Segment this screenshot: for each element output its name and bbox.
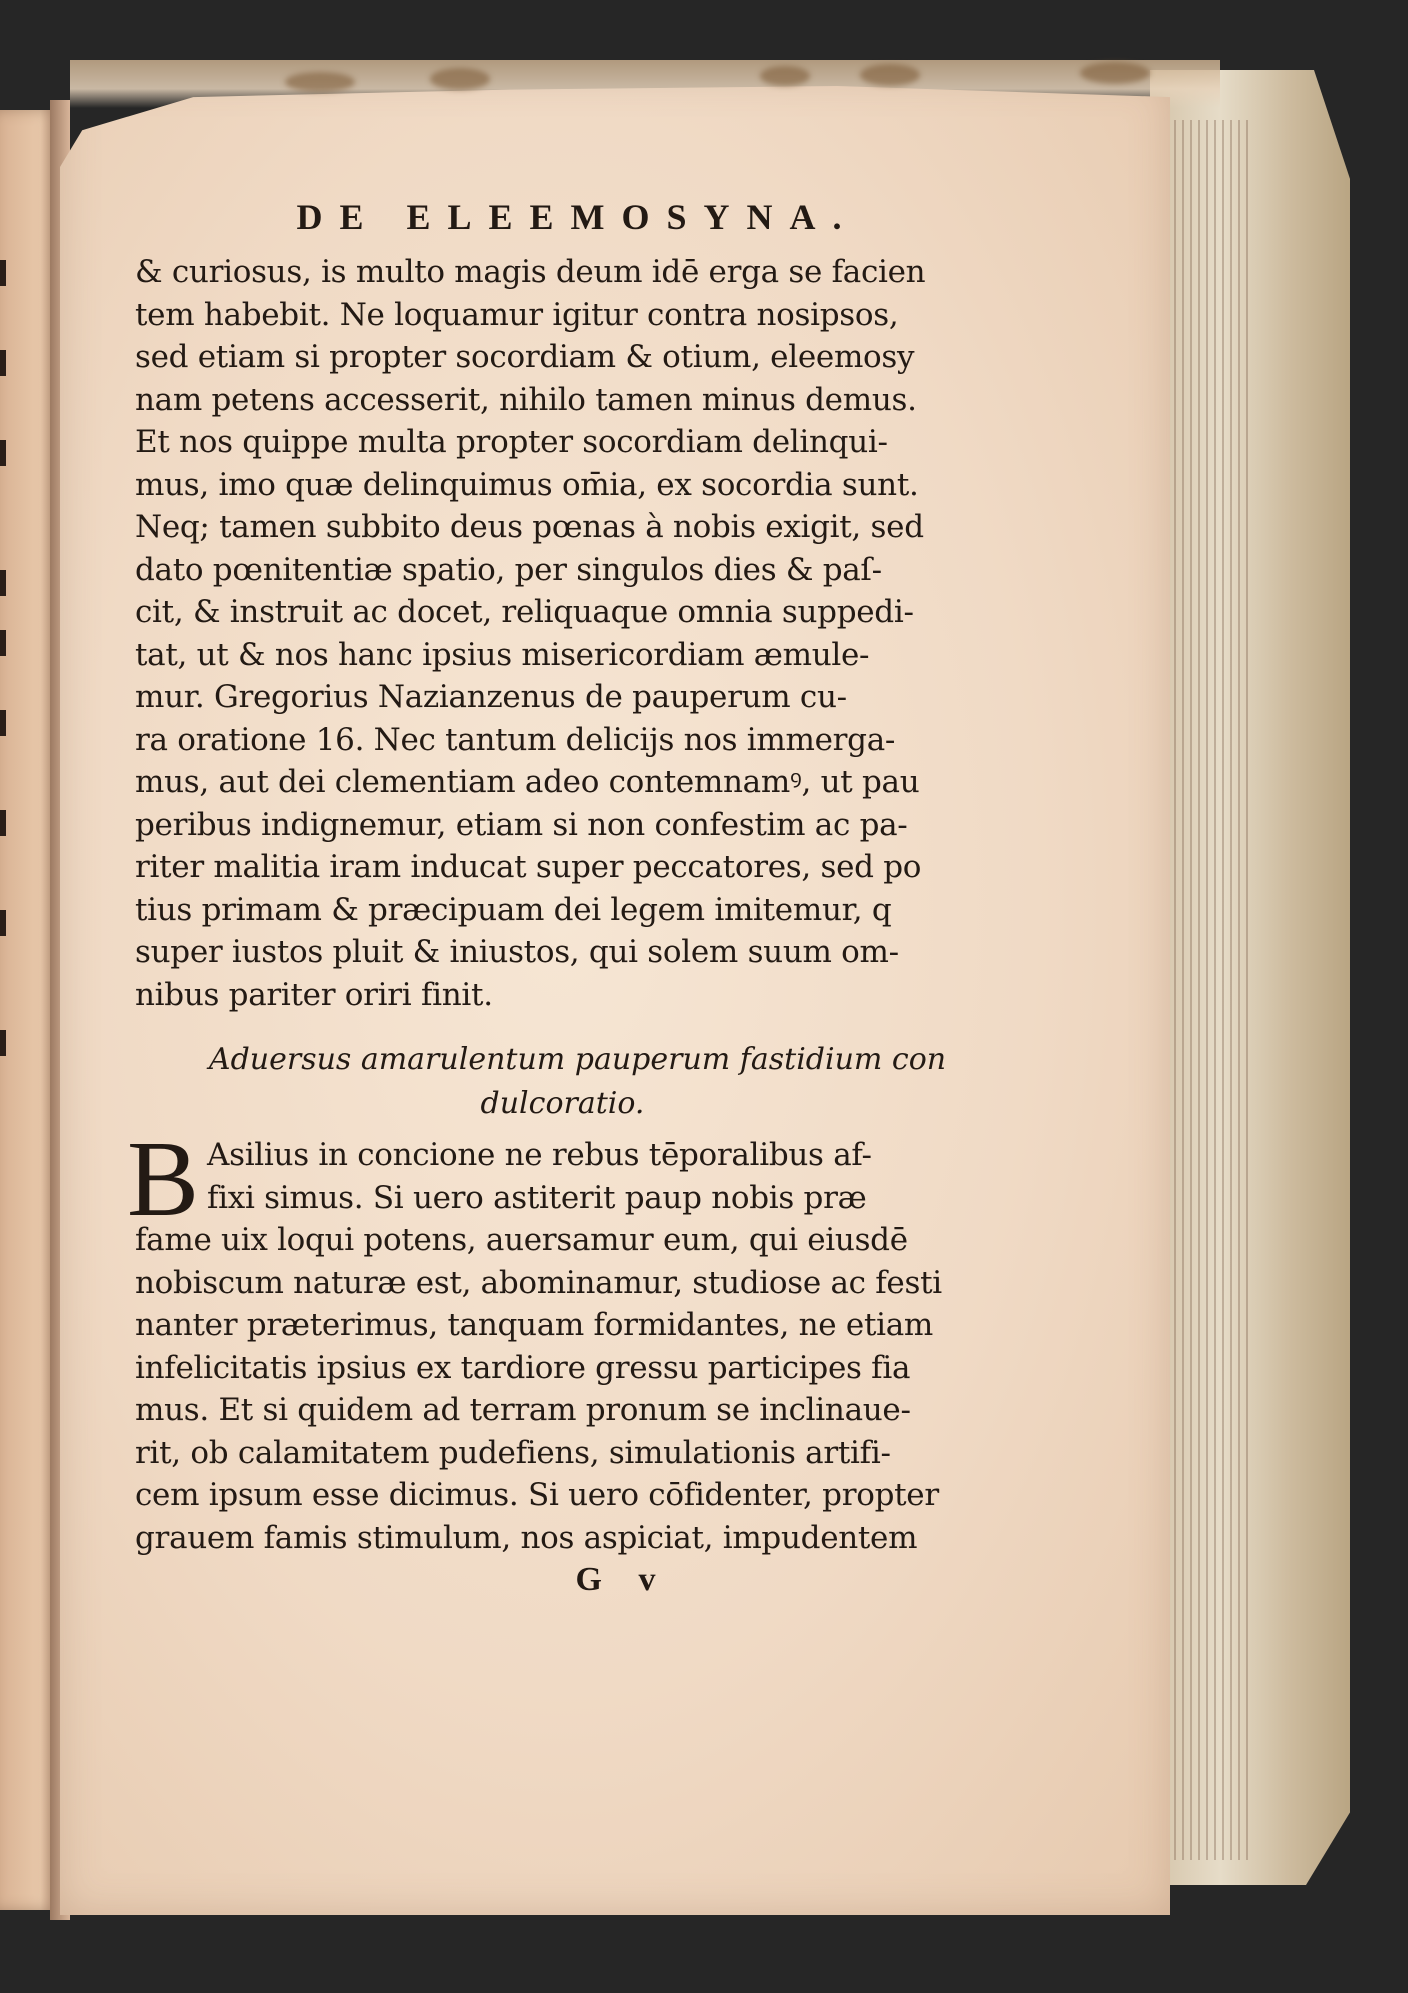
text-line: tem habebit. Ne loquamur igitur contra nosipsos, (135, 296, 899, 333)
text-line: mus, imo quæ delinquimus om̄ia, ex socordia sunt. (135, 466, 919, 503)
text-line: mus. Et si quidem ad terram pronum se inclinaue- (135, 1392, 911, 1428)
text-line: Neq; tamen subbito deus pœnas à nobis exigit, sed (135, 509, 924, 545)
text-line: cit, & instruit ac docet, reliquaque omnia suppedi- (135, 594, 914, 630)
text-line: grauem famis stimulum, nos aspiciat, impudentem (135, 1519, 918, 1556)
drop-cap-paragraph (127, 1120, 980, 1559)
text-line: nanter præterimus, tanquam formidantes, ne etiam (135, 1307, 933, 1343)
text-line: & curiosus, is multo magis deum idē erga se facien (135, 254, 926, 290)
text-line: Asilius in concione ne rebus tēporalibus af- (207, 1137, 872, 1173)
text-line: super iustos pluit & iniustos, qui solem suum om- (135, 934, 899, 970)
text-line: ra oratione 16. Nec tantum delicijs nos immerga- (135, 721, 896, 758)
body-paragraph (135, 251, 980, 1016)
text-line: nibus pariter oriri finit. (135, 976, 493, 1013)
section-heading-cont: dulcoratio. (480, 1086, 645, 1121)
text-line: nobiscum naturæ est, abominamur, studiose ac festi (135, 1264, 942, 1301)
text-line: mur. Gregorius Nazianzenus de pauperum cu- (135, 679, 847, 715)
stain-mark (1080, 62, 1150, 84)
text-line: tat, ut & nos hanc ipsius misericordiam æmule- (135, 636, 870, 673)
drop-cap-initial: B (127, 1120, 200, 1239)
page-edges-lines (1158, 120, 1248, 1860)
text-line: Et nos quippe multa propter socordiam delinqui- (135, 424, 888, 460)
stain-mark (430, 68, 490, 90)
stain-mark (285, 72, 355, 92)
text-line: fixi simus. Si uero astiterit paup nobis præ (207, 1179, 867, 1216)
stain-mark (760, 66, 810, 86)
section-heading: Aduersus amarulentum pauperum fastidium con (208, 1042, 947, 1077)
text-line: nam petens accesserit, nihilo tamen minus demus. (135, 381, 917, 418)
stain-mark (860, 64, 920, 86)
text-line: sed etiam si propter socordiam & otium, eleemosy (135, 339, 915, 375)
text-line: riter malitia iram inducat super peccatores, sed po (135, 849, 922, 885)
signature-mark: G v (575, 1561, 670, 1598)
page-text (127, 195, 980, 1599)
text-line: peribus indignemur, etiam si non confestim ac pa- (135, 806, 908, 843)
text-line: dato pœnitentiæ spatio, per singulos dies & paſ- (135, 551, 882, 588)
text-line: rit, ob calamitatem pudefiens, simulationis artifi- (135, 1434, 891, 1471)
text-line: mus, aut dei clementiam adeo contemnamꝰ, ut pau (135, 764, 920, 800)
text-line: fame uix loqui potens, auersamur eum, qui eiusdē (135, 1222, 908, 1258)
running-head: DE ELEEMOSYNA. (296, 197, 859, 237)
text-line: infelicitatis ipsius ex tardiore gressu participes fia (135, 1349, 911, 1386)
text-line: cem ipsum esse dicimus. Si uero cōfidenter, propter (135, 1477, 939, 1513)
text-line: tius primam & præcipuam dei legem imitemur, q (135, 891, 892, 928)
